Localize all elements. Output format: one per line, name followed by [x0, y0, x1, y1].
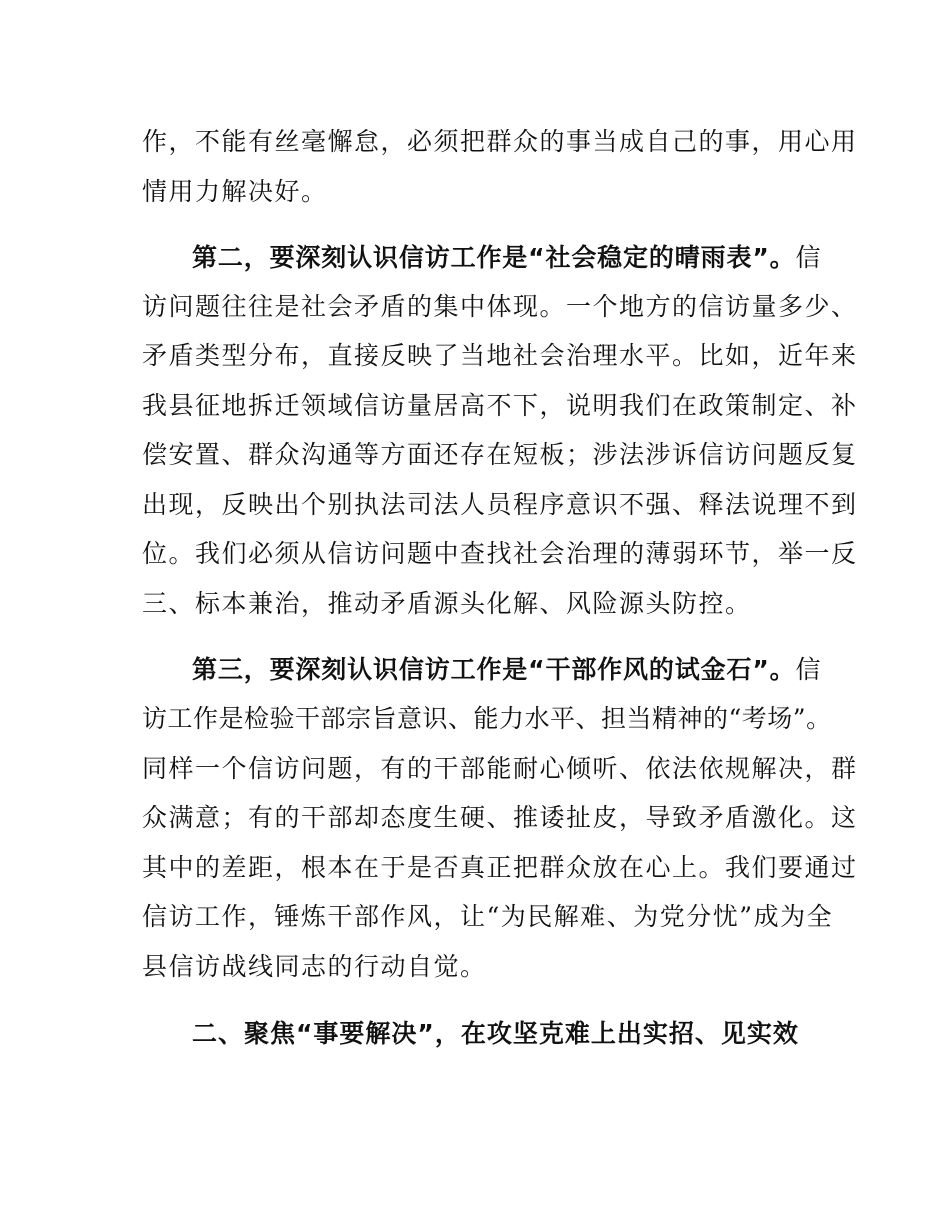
paragraph-3-line-7: 县信访战线同志的行动自觉。	[142, 952, 487, 981]
paragraph-2-line-6: 出现，反映出个别执法司法人员程序意识不强、释法说理不到	[142, 490, 858, 519]
paragraph-3-bold-lead: 第三，要深刻认识信访工作是“干部作风的试金石”。	[192, 655, 796, 684]
paragraph-2-line-1-rest: 信	[795, 243, 822, 272]
paragraph-3-line-6: 信访工作，锤炼干部作风，让“为民解难、为党分忧”成为全	[142, 902, 834, 931]
paragraph-2-line-8: 三、标本兼治，推动矛盾源头化解、风险源头防控。	[142, 589, 752, 618]
paragraph-3-line-1	[192, 655, 822, 685]
paragraph-2-line-3: 矛盾类型分布，直接反映了当地社会治理水平。比如，近年来	[142, 341, 858, 370]
paragraph-3-line-5: 其中的差距，根本在于是否真正把群众放在心上。我们要通过	[142, 853, 858, 882]
paragraph-2-bold-lead: 第二，要深刻认识信访工作是“社会稳定的晴雨表”。	[192, 243, 796, 272]
paragraph-3-line-3: 同样一个信访问题，有的干部能耐心倾听、依法依规解决，群	[142, 754, 858, 783]
paragraph-3-line-2: 访工作是检验干部宗旨意识、能力水平、担当精神的“考场”。	[142, 704, 832, 733]
paragraph-3-line-4: 众满意；有的干部却态度生硬、推诿扯皮，导致矛盾激化。这	[142, 803, 858, 832]
paragraph-2-line-2: 访问题往往是社会矛盾的集中体现。一个地方的信访量多少、	[142, 292, 858, 321]
section-heading: 二、聚焦“事要解决”，在攻坚克难上出实招、见实效	[192, 1019, 799, 1048]
paragraph-1-line-1: 作，不能有丝毫懈怠，必须把群众的事当成自己的事，用心用	[142, 127, 858, 156]
paragraph-2-line-5: 偿安置、群众沟通等方面还存在短板；涉法涉诉信访问题反复	[142, 440, 858, 469]
paragraph-2-line-4: 我县征地拆迁领域信访量居高不下，说明我们在政策制定、补	[142, 391, 858, 420]
paragraph-1-line-2: 情用力解决好。	[142, 177, 328, 206]
paragraph-2-line-7: 位。我们必须从信访问题中查找社会治理的薄弱环节，举一反	[142, 539, 858, 568]
paragraph-2-line-1	[192, 243, 822, 273]
paragraph-3-line-1-rest: 信	[795, 655, 822, 684]
